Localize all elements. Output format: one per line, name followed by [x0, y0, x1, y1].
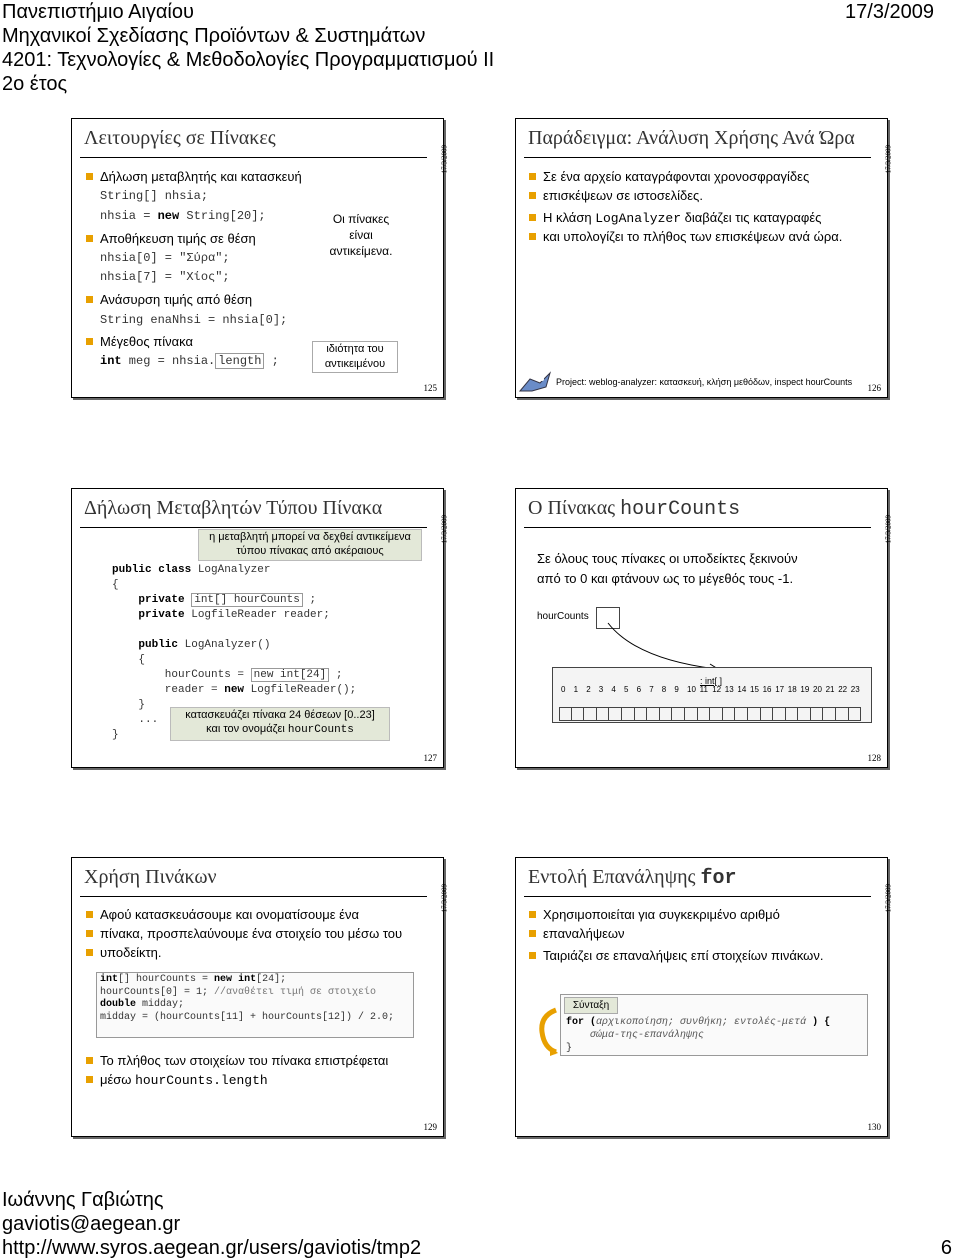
slide-128: [515, 488, 892, 768]
array-cell: [761, 707, 774, 721]
array-index-label: 23: [850, 685, 860, 694]
array-cell: [735, 707, 748, 721]
array-cell: [559, 707, 572, 721]
slide-number: 126: [867, 383, 881, 393]
slide-date: 17/3/2009: [440, 884, 448, 913]
array-cell: [622, 707, 635, 721]
header-year: 2ο έτος: [2, 73, 68, 95]
array-index-label: 16: [762, 685, 772, 694]
code-line: int meg = nhsia. length ;: [100, 354, 279, 368]
slide-125: [71, 118, 448, 398]
array-index-label: 4: [611, 685, 616, 694]
code-block: public class LogAnalyzer { private int[] hourCounts ; private LogfileReader reader; public LogAnalyzer() { hourCounts = new int[24] ; reader = new LogfileReader(); } ... }: [112, 564, 357, 741]
array-index-label: 15: [750, 685, 759, 694]
array-index-label: 14: [737, 685, 747, 694]
title-rule: [80, 896, 427, 897]
code-line: nhsia[0] = "Σύρα";: [100, 251, 230, 265]
array-type-label: : int[ ]: [699, 676, 722, 686]
array-index-label: 3: [598, 685, 604, 694]
array-index-label: 11: [699, 685, 708, 694]
callout-objects: Οι πίνακες είναι αντικείμενα.: [329, 212, 393, 258]
array-index-label: 6: [636, 685, 642, 694]
array-index-label: 1: [573, 685, 579, 694]
bullet: Ταιριάζει σε επαναλήψεις επί στοιχείων πινάκων.: [543, 948, 824, 963]
syntax-code: for (αρχικοποίηση; συνθήκη; εντολές-μετά ) { σώμα-της-επανάληψης }: [566, 1017, 831, 1054]
bullet: Η κλάση LogAnalyzer διαβάζει τις καταγραφές: [543, 210, 822, 226]
callout-property: ιδιότητα του αντικειμένου: [312, 341, 398, 373]
body-text: Σε όλους τους πίνακες οι υποδείκτες ξεκινούν από το 0 και φτάνουν ως το μέγεθός τους -1.: [537, 551, 798, 586]
array-cell: [836, 707, 849, 721]
header-date: 17/3/2009: [845, 1, 934, 23]
array-index-label: 8: [661, 685, 667, 694]
title-rule: [80, 527, 427, 528]
bullet: Μέγεθος πίνακα: [100, 334, 193, 349]
array-cell: [572, 707, 585, 721]
bullet: Σε ένα αρχείο καταγράφονται χρονοσφραγίδες: [543, 169, 810, 184]
slide-number: 129: [423, 1122, 437, 1132]
array-cell: [584, 707, 597, 721]
project-note: Project: weblog-analyzer: κατασκευή, κλήση μεθόδων, inspect hourCounts: [556, 377, 853, 387]
bullet-continuation: μέσω hourCounts.length: [100, 1072, 268, 1088]
slide-title: Λειτουργίες σε Πίνακες: [84, 127, 276, 149]
bluej-bird-icon: [518, 369, 552, 395]
slide-127: [71, 488, 448, 768]
bullet-continuation: επισκέψεων σε ιστοσελίδες.: [543, 188, 703, 203]
slide-date: 17/3/2009: [440, 515, 448, 544]
syntax-label: Σύνταξη: [564, 997, 618, 1014]
array-index-label: 9: [674, 685, 679, 694]
array-cell: [660, 707, 673, 721]
array-cell: [597, 707, 610, 721]
variable-label: hourCounts: [537, 611, 589, 622]
array-cell: [609, 707, 622, 721]
array-index-label: 22: [838, 685, 848, 694]
header-department: Μηχανικοί Σχεδίασης Προϊόντων & Συστημάτων: [2, 25, 426, 47]
code-block: int[] hourCounts = new int[24]; hourCounts[0] = 1; //αναθέτει τιμή σε στοιχείο double midday; midday = (hourCounts[11] + hourCounts[12]) / 2.0;: [100, 974, 395, 1023]
bullet-continuation: υποδείκτη.: [100, 945, 162, 960]
array-cell: [710, 707, 723, 721]
slide-129: [71, 857, 448, 1137]
slide-date: 17/3/2009: [440, 145, 448, 174]
code-line: nhsia[7] = "Χίος";: [100, 270, 230, 284]
array-cell: [635, 707, 648, 721]
footer-author: Ιωάννης Γαβιώτης: [2, 1189, 164, 1211]
array-index-label: 18: [787, 685, 797, 694]
bullet: Αφού κατασκευάσουμε και ονοματίσουμε ένα: [100, 907, 359, 922]
array-index-label: 13: [724, 685, 734, 694]
code-line: String enaNhsi = nhsia[0];: [100, 313, 288, 327]
array-cell: [823, 707, 836, 721]
bullet-continuation: και υπολογίζει το πλήθος των επισκέψεων ανά ώρα.: [543, 229, 843, 244]
array-index-label: 12: [712, 685, 722, 694]
page-number: 6: [940, 1237, 952, 1259]
bullet-continuation: πίνακα, προσπελαύνουμε ένα στοιχείο του μέσω του: [100, 926, 403, 941]
slide-title: Δήλωση Μεταβλητών Τύπου Πίνακα: [84, 497, 383, 519]
array-index-label: 20: [813, 685, 822, 694]
bullet: Ανάσυρση τιμής από θέση: [100, 292, 253, 307]
footer-url: http://www.syros.aegean.gr/users/gaviotis/tmp2: [2, 1237, 422, 1259]
array-index-label: 2: [586, 685, 591, 694]
title-rule: [524, 527, 871, 528]
slide-number: 125: [423, 383, 437, 393]
loop-arrow-icon: [538, 1006, 560, 1056]
array-cell: [849, 707, 862, 721]
array-cell: [723, 707, 736, 721]
title-rule: [524, 157, 871, 158]
slide-date: 17/3/2009: [884, 145, 892, 174]
code-line: nhsia = new String[20];: [100, 209, 266, 223]
slide-number: 127: [423, 753, 437, 763]
title-rule: [524, 896, 871, 897]
bullet: Το πλήθος των στοιχείων του πίνακα επιστρέφεται: [100, 1053, 389, 1068]
array-cell: [647, 707, 660, 721]
slide-title: Παράδειγμα: Ανάλυση Χρήσης Ανά Ώρα: [528, 127, 855, 149]
slide-number: 128: [867, 753, 881, 763]
array-cell: [811, 707, 824, 721]
array-index-label: 0: [561, 685, 566, 694]
slide-title: Χρήση Πινάκων: [84, 866, 217, 888]
array-cell: [748, 707, 761, 721]
slide-title: Εντολή Επανάληψης for: [528, 866, 737, 890]
array-index-label: 17: [775, 685, 785, 694]
bullet-continuation: επαναλήψεων: [543, 926, 625, 941]
footer-email: gaviotis@aegean.gr: [2, 1213, 181, 1235]
array-cell: [685, 707, 698, 721]
array-index-label: 7: [649, 685, 654, 694]
callout-variable: η μεταβλητή μπορεί να δεχθεί αντικείμενα τύπου πίνακας από ακέραιους: [198, 529, 422, 561]
array-cells: [559, 707, 861, 721]
array-cell: [672, 707, 685, 721]
callout-construct: κατασκευάζει πίνακα 24 θέσεων [0..23] και τον ονομάζει hourCounts: [170, 707, 390, 741]
slide-date: 17/3/2009: [884, 515, 892, 544]
array-index-label: 21: [825, 685, 835, 694]
code-line: String[] nhsia;: [100, 189, 209, 203]
slide-number: 130: [867, 1122, 881, 1132]
header-university: Πανεπιστήμιο Αιγαίου: [2, 1, 194, 23]
slide-date: 17/3/2009: [884, 884, 892, 913]
array-index-label: 10: [687, 685, 696, 694]
array-cell: [786, 707, 799, 721]
array-index-label: 19: [800, 685, 810, 694]
array-cell: [698, 707, 711, 721]
slide-126: [515, 118, 892, 398]
header-course: 4201: Τεχνολογίες & Μεθοδολογίες Προγραμματισμού ΙΙ: [2, 49, 495, 71]
array-cell: [798, 707, 811, 721]
array-index-label: 5: [624, 685, 629, 694]
slide-130: [515, 857, 892, 1137]
bullet: Αποθήκευση τιμής σε θέση: [100, 231, 256, 246]
title-rule: [80, 157, 427, 158]
bullet: Χρησιμοποιείται για συγκεκριμένο αριθμό: [543, 907, 780, 922]
slide-title: Ο Πίνακας hourCounts: [528, 497, 741, 521]
array-cell: [773, 707, 786, 721]
bullet: Δήλωση μεταβλητής και κατασκευή: [100, 169, 302, 184]
